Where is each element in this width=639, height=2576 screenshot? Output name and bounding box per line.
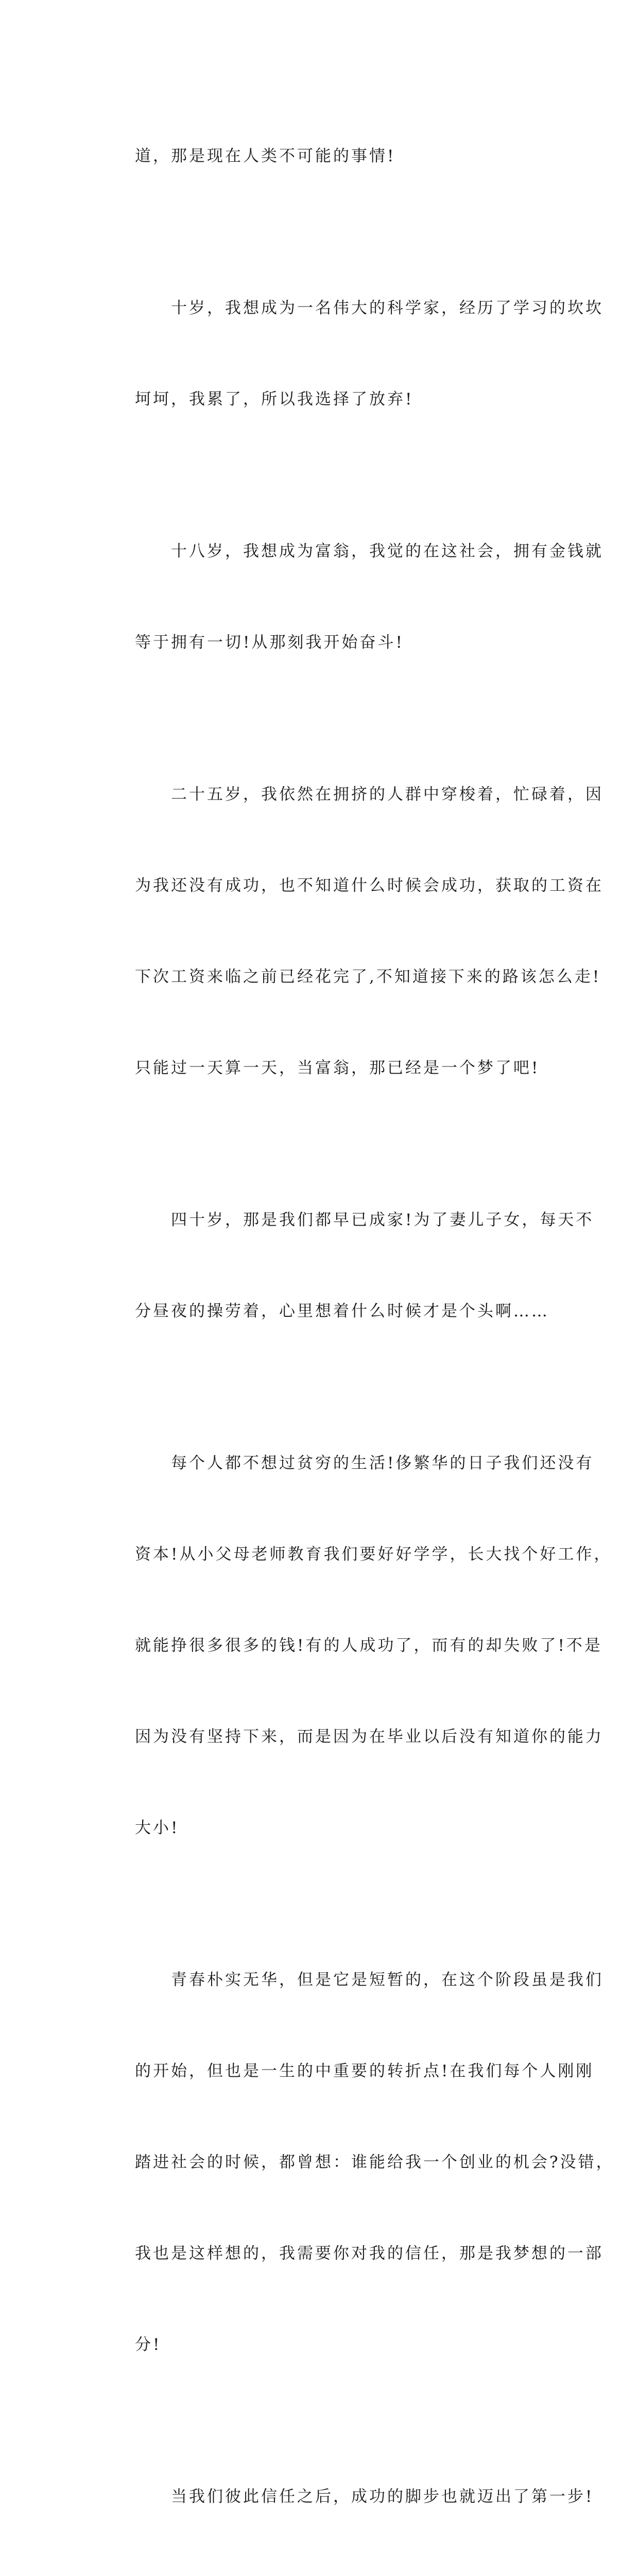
text-line xyxy=(99,536,603,567)
text-line: 大小! xyxy=(135,1819,180,1837)
text-line: 的开始，但也是一生的中重要的转折点!在我们每个人刚刚 xyxy=(135,2062,594,2080)
text-line-content: 十岁，我想成为一名伟大的科学家，经历了学习的坎坎 xyxy=(171,299,603,317)
paragraph-2 xyxy=(99,232,603,476)
text-line: 分昼夜的操劳着，心里想着什么时候才是个头啊…… xyxy=(135,1302,549,1320)
text-line: 坷坷，我累了，所以我选择了放弃! xyxy=(135,390,414,409)
text-line-content: 每个人都不想过贫穷的生活!侈繁华的日子我们还没有 xyxy=(171,1454,594,1472)
text-line xyxy=(99,779,603,810)
text-line: 下次工资来临之前已经花完了,不知道接下来的路该怎么走! xyxy=(135,968,601,986)
text-line-content: 十八岁，我想成为富翁，我觉的在这社会，拥有金钱就 xyxy=(171,542,603,561)
text-line: 只能过一天算一天，当富翁，那已经是一个梦了吧! xyxy=(135,1059,540,1077)
text-line xyxy=(99,293,603,324)
paragraph-5 xyxy=(99,1144,594,1387)
paragraph-8 xyxy=(99,2421,594,2576)
text-line: 等于拥有一切!从那刻我开始奋斗! xyxy=(135,633,404,652)
paragraph-6 xyxy=(99,1387,612,1904)
text-line: 踏进社会的时候，都曾想：谁能给我一个创业的机会?没错， xyxy=(135,2153,614,2172)
document-body xyxy=(99,80,614,2576)
paragraph-1 xyxy=(99,80,547,232)
text-line-content: 当我们彼此信任之后，成功的脚步也就迈出了第一步! xyxy=(171,2487,594,2506)
text-line-content: 二十五岁，我依然在拥挤的人群中穿梭着，忙碌着，因 xyxy=(171,785,603,804)
text-line: 因为没有坚持下来，而是因为在毕业以后没有知道你的能力 xyxy=(135,1727,603,1746)
text-line: 为我还没有成功，也不知道什么时候会成功，获取的工资在 xyxy=(135,876,603,895)
text-line xyxy=(99,1448,594,1479)
paragraph-3 xyxy=(99,476,603,719)
text-line xyxy=(99,1205,594,1235)
text-line xyxy=(99,2573,547,2576)
text-line: 就能挣很多很多的钱!有的人成功了，而有的却失败了!不是 xyxy=(135,1636,602,1655)
text-line: 资本!从小父母老师教育我们要好好学学，长大找个好工作， xyxy=(135,1545,612,1564)
text-line xyxy=(99,2482,594,2512)
text-line-content: 四十岁，那是我们都早已成家!为了妻儿子女，每天不 xyxy=(171,1211,594,1229)
text-line-content: 青春朴实无华，但是它是短暂的，在这个阶段虽是我们 xyxy=(171,1971,603,1989)
text-line: 道，那是现在人类不可能的事情! xyxy=(135,147,396,165)
paragraph-4 xyxy=(99,719,603,1144)
text-line xyxy=(99,1965,603,1995)
paragraph-7 xyxy=(99,1904,614,2421)
text-line: 我也是这样想的，我需要你对我的信任，那是我梦想的一部 xyxy=(135,2244,603,2263)
text-line: 分! xyxy=(135,2335,162,2354)
